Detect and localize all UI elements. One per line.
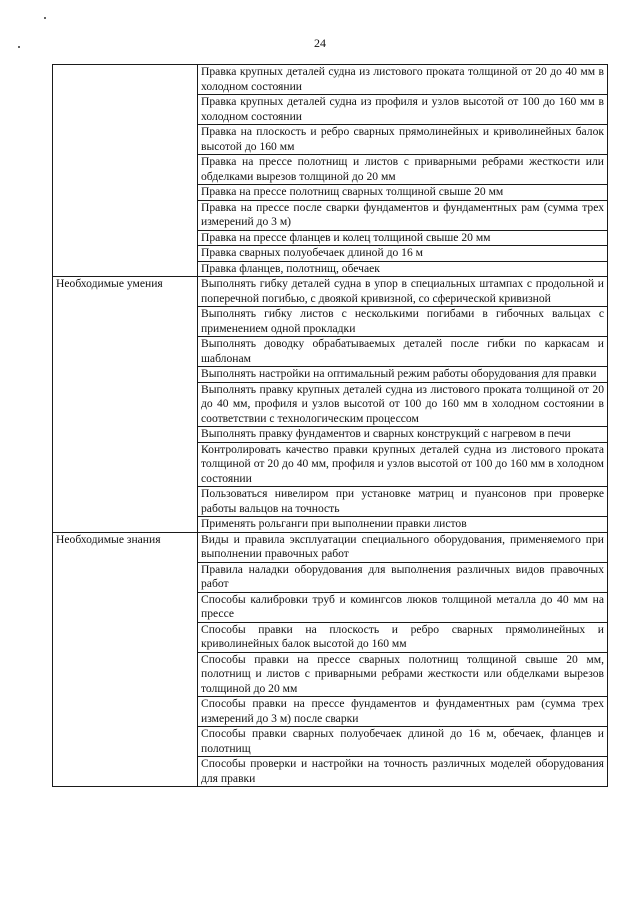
table-cell: Выполнять правку фундаментов и сварных конструкций с нагревом в печи [198,427,608,443]
table-cell: Выполнять правку крупных деталей судна из листового проката толщиной от 20 до 40 мм, профиля и узлов высотой от 100 до 160 мм в холодном состоянии в соответствии с технологическим процессом [198,382,608,427]
table-cell: Правка на прессе полотнищ сварных толщиной свыше 20 мм [198,185,608,201]
table-cell: Способы калибровки труб и комингсов люков толщиной металла до 40 мм на прессе [198,592,608,622]
table-cell: Выполнять доводку обрабатываемых деталей после гибки по каркасам и шаблонам [198,337,608,367]
table-cell: Способы проверки и настройки на точность различных моделей оборудования для правки [198,757,608,787]
table-cell: Выполнять настройки на оптимальный режим работы оборудования для правки [198,367,608,383]
table-row [53,277,608,307]
table-body [53,65,608,787]
table-cell: Пользоваться нивелиром при установке матриц и пуансонов при проверке работы вальцов на точность [198,487,608,517]
table-cell: Выполнять гибку листов с несколькими погибами в гибочных вальцах с применением одной прокладки [198,307,608,337]
competency-table [52,64,608,787]
section-label: Необходимые знания [53,532,198,787]
table-cell: Правка на плоскость и ребро сварных прямолинейных и криволинейных балок высотой до 160 мм [198,125,608,155]
table-row [53,65,608,95]
section-label: Необходимые умения [53,277,198,533]
table-cell: Контролировать качество правки крупных деталей судна из листового проката толщиной от 20 до 40 мм, профиля и узлов высотой от 100 до 160 мм в холодном состоянии [198,442,608,487]
table-cell: Правка крупных деталей судна из профиля и узлов высотой от 100 до 160 мм в холодном состоянии [198,95,608,125]
table-cell: Способы правки на плоскость и ребро сварных прямолинейных и криволинейных балок высотой до 160 мм [198,622,608,652]
table-cell: Правка на прессе после сварки фундаментов и фундаментных рам (сумма трех измерений до 3 м) [198,200,608,230]
table-cell: Правила наладки оборудования для выполнения различных видов правочных работ [198,562,608,592]
table-cell: Выполнять гибку деталей судна в упор в специальных штампах с продольной и поперечной погибью, с двоякой кривизной, со сферической кривизной [198,277,608,307]
table-cell: Способы правки сварных полуобечаек длиной до 16 м, обечаек, фланцев и полотнищ [198,727,608,757]
table-cell: Применять рольганги при выполнении правки листов [198,517,608,533]
table-cell: Виды и правила эксплуатации специального оборудования, применяемого при выполнении правочных работ [198,532,608,562]
scan-speck [44,17,46,19]
table-cell: Правка на прессе полотнищ и листов с приварными ребрами жесткости или обделками вырезов толщиной до 20 мм [198,155,608,185]
table-cell: Правка крупных деталей судна из листового проката толщиной от 20 до 40 мм в холодном состоянии [198,65,608,95]
table-cell: Способы правки на прессе фундаментов и фундаментных рам (сумма трех измерений до 3 м) после сварки [198,697,608,727]
page-number: 24 [314,36,326,50]
table-cell: Правка сварных полуобечаек длиной до 16 м [198,246,608,262]
table-cell: Способы правки на прессе сварных полотнищ толщиной свыше 20 мм, полотнищ и листов с приварными ребрами жесткости или обделками вырезов толщиной до 20 мм [198,652,608,697]
table-row [53,532,608,562]
table-cell: Правка фланцев, полотнищ, обечаек [198,261,608,277]
section-label [53,65,198,277]
table-cell: Правка на прессе фланцев и колец толщиной свыше 20 мм [198,230,608,246]
